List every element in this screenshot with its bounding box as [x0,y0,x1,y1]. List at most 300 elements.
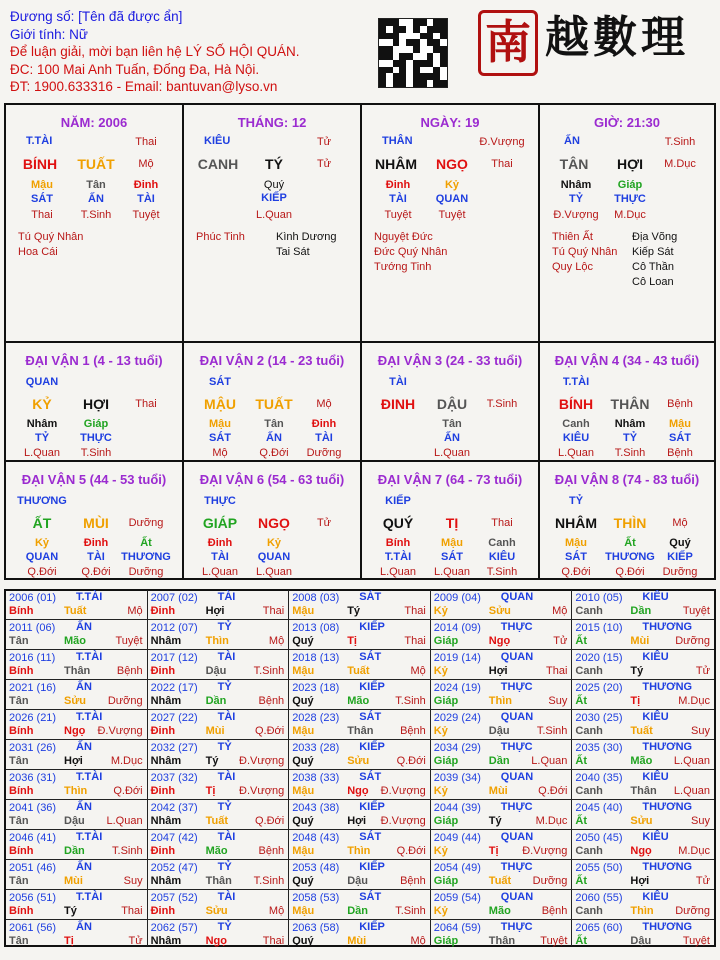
year-label: 2013 (08) [292,622,340,634]
year-label: 2008 (03) [292,592,340,604]
year-label: 2038 (33) [292,772,340,784]
hidden-stem: Canh [488,537,516,549]
year-branch: Ngọ [488,635,511,647]
year-cell [572,620,714,650]
year-stem: Ất [575,695,587,707]
year-god: T.TÀI [76,591,103,603]
hidden-phase: Bệnh [667,447,693,459]
year-stem: Canh [575,785,603,797]
year-cell [431,920,573,946]
dai-van-title: ĐẠI VẬN 2 (14 - 23 tuổi) [199,353,345,368]
year-cell [289,830,431,860]
qr-cell [440,73,447,80]
year-label: 2022 (17) [150,682,198,694]
hidden-stem: Nhâm [560,179,592,191]
pillar-2 [362,105,540,343]
year-cell [6,860,148,890]
year-cell [148,770,290,800]
year-label: 2063 (58) [292,922,340,934]
year-cell [572,920,714,946]
year-god: SÁT [359,891,382,903]
hidden-phase: Q.Đới [259,447,289,459]
qr-cell [420,39,427,46]
year-stem: Giáp [433,815,459,827]
dai-van-title: ĐẠI VẬN 1 (4 - 13 tuổi) [25,353,163,368]
pillar-title: NĂM: 2006 [60,115,128,130]
year-label: 2042 (37) [150,802,198,814]
qr-cell [440,19,447,26]
year-phase: Tử [695,875,710,887]
year-phase: M.Dục [678,695,710,707]
earthly-branch: THÂN [610,396,650,412]
earthly-branch: HỢI [83,396,109,412]
qr-cell [386,33,393,40]
hidden-god: QUAN [25,551,59,563]
qr-cell [386,26,393,33]
year-label: 2044 (39) [433,802,481,814]
hidden-god: T.TÀI [384,551,412,563]
year-god: TÀI [217,651,236,663]
year-label: 2045 (40) [575,802,623,814]
year-label: 2047 (42) [150,832,198,844]
year-god: TỶ [217,741,232,753]
year-god: ẤN [76,801,92,813]
year-god: T.TÀI [76,891,103,903]
year-stem: Canh [575,665,603,677]
qr-cell [420,60,427,67]
year-god: THỰC [500,861,533,873]
year-stem: Tân [9,935,29,947]
year-god: THỰC [500,621,533,633]
year-branch: Dậu [630,935,652,947]
year-branch: Dần [347,905,368,917]
year-phase: Tuyệt [540,935,568,947]
hidden-phase: Tuyệt [132,209,160,221]
year-god: THƯƠNG [642,921,693,933]
year-stem: Mậu [292,845,315,857]
year-god: THỰC [500,801,533,813]
year-god: ẤN [76,861,92,873]
year-label: 2015 (10) [575,622,623,634]
qr-cell [440,26,447,33]
year-label: 2009 (04) [433,592,481,604]
dai-van-6 [184,462,362,578]
qr-cell [379,73,386,80]
year-god: ẤN [76,741,92,753]
qr-cell [406,60,413,67]
year-branch: Sửu [488,605,511,617]
year-phase: T.Sinh [395,695,426,707]
year-god: KIÊU [642,711,669,723]
year-branch: Tý [488,815,502,827]
brand-logo: 越數理 [545,12,689,63]
year-label: 2050 (45) [575,832,623,844]
stem-god: TỶ [568,495,584,507]
hidden-god: QUAN [257,551,291,563]
year-branch: Tý [64,905,77,917]
branch-phase: T.Sinh [486,398,518,410]
year-phase: Thai [404,635,426,647]
dai-van-3 [362,343,540,462]
address-line: ĐC: 100 Mai Anh Tuấn, Đống Đa, Hà Nội. [10,61,260,77]
star-good: Thiên Ất [552,231,593,243]
year-branch: Ngọ [347,785,369,797]
year-phase: Q.Đới [396,845,426,857]
hidden-god: TÀI [315,432,333,444]
qr-cell [393,67,400,74]
hidden-phase: Q.Đới [81,566,111,578]
earthly-branch: TÝ [265,156,283,172]
hidden-god: THỰC [614,193,646,205]
year-stem: Giáp [433,695,459,707]
heavenly-stem: MẬU [204,396,236,412]
year-label: 2027 (22) [150,712,198,724]
dai-van-title: ĐẠI VẬN 6 (54 - 63 tuổi) [199,472,345,487]
heavenly-stem: NHÂM [555,515,597,531]
year-god: SÁT [359,651,382,663]
year-god: T.TÀI [76,651,103,663]
year-god: KIẾP [359,681,385,693]
qr-cell [413,26,420,33]
year-branch: Thân [347,725,374,737]
year-cell [572,650,714,680]
hidden-god: SÁT [31,193,53,205]
pillar-title: GIỜ: 21:30 [593,115,660,130]
earthly-branch: DẬU [436,396,468,412]
year-phase: Dưỡng [675,905,710,917]
stem-god: THÂN [382,135,413,147]
qr-cell [399,39,406,46]
year-label: 2021 (16) [9,682,57,694]
year-god: TÀI [217,891,236,903]
hidden-phase: L.Quan [23,447,61,459]
year-stem: Canh [575,725,603,737]
year-stem: Nhâm [150,815,182,827]
year-god: TỶ [217,621,232,633]
year-branch: Thìn [630,905,654,917]
year-stem: Canh [575,905,603,917]
qr-cell [379,39,386,46]
year-god: TỶ [217,681,232,693]
qr-cell [413,53,420,60]
year-label: 2007 (02) [150,592,198,604]
star-other: Tai Sát [276,246,310,258]
earthly-branch: NGỌ [436,156,468,172]
star-good: Nguyệt Đức [374,231,433,243]
dai-van-7 [362,462,540,578]
hidden-phase: T.Sinh [80,447,112,459]
heavenly-stem: BÍNH [22,156,58,172]
year-branch: Sửu [630,815,653,827]
year-branch: Dậu [347,875,368,887]
year-stem: Quý [292,755,314,767]
year-branch: Dậu [488,725,510,737]
year-god: KIÊU [642,771,669,783]
qr-cell [427,33,434,40]
hidden-stem: Canh [562,418,590,430]
year-god: TÀI [217,771,236,783]
year-cell [431,590,573,620]
year-branch: Tuất [205,815,228,827]
year-phase: M.Dục [678,845,710,857]
hidden-stem: Mậu [31,179,53,191]
year-god: KIẾP [359,921,385,933]
year-phase: Bệnh [541,905,568,917]
qr-cell [413,67,420,74]
year-branch: Mùi [630,635,650,647]
year-god: ẤN [76,621,92,633]
year-stem: Bính [9,605,34,617]
star-good: Tú Quý Nhân [552,246,618,258]
year-stem: Tân [9,755,29,767]
year-phase: Thai [404,605,426,617]
stem-phase: Thai [135,136,157,148]
year-phase: Đ.Vượng [380,785,426,797]
qr-cell [393,19,400,26]
qr-cell [399,33,406,40]
year-label: 2026 (21) [9,712,57,724]
year-label: 2062 (57) [150,922,198,934]
year-stem: Quý [292,935,314,947]
heavenly-stem: ĐINH [380,396,416,412]
hidden-stem: Mậu [565,537,587,549]
year-label: 2014 (09) [433,622,481,634]
year-phase: Đ.Vượng [522,845,568,857]
year-god: THƯƠNG [642,681,693,693]
hidden-phase: Dưỡng [662,566,698,578]
hidden-stem: Mậu [441,537,463,549]
year-phase: Tử [695,665,710,677]
year-stem: Canh [575,605,603,617]
year-cell [572,890,714,920]
earthly-branch: TỊ [445,515,459,531]
year-branch: Thân [205,875,232,887]
year-god: TỶ [217,801,232,813]
earthly-branch: NGỌ [258,515,290,531]
year-label: 2016 (11) [9,652,56,664]
qr-code-icon[interactable] [378,18,448,88]
year-stem: Kỷ [433,725,448,737]
year-stem: Bính [9,665,34,677]
heavenly-stem: NHÂM [375,156,417,172]
qr-cell [413,39,420,46]
year-phase: Dưỡng [107,695,143,707]
year-cell [148,680,290,710]
year-stem: Đinh [150,665,176,677]
year-god: KIÊU [642,831,669,843]
year-god: TÀI [217,591,236,603]
year-cell [572,710,714,740]
year-branch: Mão [347,695,370,707]
hidden-phase: Thai [31,209,53,221]
dai-van-title: ĐẠI VẬN 8 (74 - 83 tuổi) [554,472,700,487]
hidden-stem: Quý [263,179,285,191]
year-branch: Tị [347,635,357,647]
branch-phase: Thai [135,398,157,410]
dai-van-8 [540,462,714,578]
year-god: ẤN [76,921,92,933]
year-branch: Thìn [488,695,513,707]
year-branch: Sửu [64,695,87,707]
year-phase: T.Sinh [253,665,285,677]
branch-phase: Bệnh [667,398,693,410]
year-god: T.TÀI [76,831,103,843]
qr-cell [420,19,427,26]
phone-email-line[interactable]: ĐT: 1900.633316 - Email: bantuvan@lyso.vn [10,79,278,94]
qr-cell [427,53,434,60]
hidden-stem: Nhâm [614,418,646,430]
dai-van-4 [540,343,714,462]
hidden-god: KIÊU [562,432,590,444]
year-label: 2019 (14) [433,652,481,664]
contact-line: Để luận giải, mời bạn liên hệ LÝ SỐ HỘI QUÁN. [10,44,300,59]
qr-cell [393,73,400,80]
year-stem: Mậu [292,665,315,677]
year-god: QUAN [500,711,534,723]
qr-cell [393,39,400,46]
year-branch: Dậu [64,815,85,827]
hidden-stem: Tân [442,418,462,430]
hidden-stem: Kỷ [266,537,282,549]
year-cell [431,650,573,680]
year-label: 2037 (32) [150,772,198,784]
year-phase: Đ.Vượng [97,725,143,737]
hidden-phase: M.Dục [614,209,646,221]
year-label: 2036 (31) [9,772,57,784]
stem-god: THỰC [204,495,236,507]
year-branch: Thân [630,785,657,797]
hidden-god: THƯƠNG [121,551,171,563]
year-branch: Thân [488,935,516,947]
stem-god: T.TÀI [26,135,53,147]
year-cell [6,920,148,946]
qr-cell [386,39,393,46]
dai-van-2 [184,343,362,462]
year-label: 2029 (24) [433,712,481,724]
qr-cell [406,46,413,53]
qr-cell [433,73,440,80]
qr-cell [406,33,413,40]
qr-cell [440,67,447,74]
year-god: T.TÀI [76,771,103,783]
year-label: 2030 (25) [575,712,623,724]
year-cell [289,770,431,800]
year-cell [289,710,431,740]
qr-cell [427,46,434,53]
qr-cell [379,26,386,33]
hidden-stem: Đinh [207,537,233,549]
year-label: 2010 (05) [575,592,623,604]
pillar-1 [184,105,362,343]
year-stem: Canh [575,845,603,857]
year-stem: Giáp [433,755,459,767]
year-stem: Ất [575,935,587,947]
year-branch: Sửu [205,905,228,917]
year-cell [148,590,290,620]
qr-cell [420,33,427,40]
star-good: Đức Quý Nhân [374,246,448,258]
year-branch: Tị [630,695,641,707]
hidden-god: QUAN [435,193,469,205]
year-phase: Tử [128,935,143,947]
hidden-stem: Mậu [669,418,691,430]
year-stem: Mậu [292,785,315,797]
year-phase: Q.Đới [396,755,426,767]
year-label: 2049 (44) [433,832,481,844]
year-branch: Tý [347,605,361,617]
year-phase: Bệnh [258,845,285,857]
qr-cell [433,46,440,53]
hidden-phase: Mộ [212,447,228,459]
year-cell [431,800,573,830]
qr-cell [406,53,413,60]
year-label: 2018 (13) [292,652,340,664]
year-label: 2039 (34) [433,772,481,784]
qr-cell [393,46,400,53]
year-cell [6,740,148,770]
year-god: KIÊU [642,651,669,663]
year-phase: Tuyệt [115,635,143,647]
qr-cell [393,60,400,67]
hidden-stem: Tân [264,418,284,430]
year-label: 2053 (48) [292,862,340,874]
year-label: 2052 (47) [150,862,198,874]
hidden-stem: Ất [140,537,152,549]
year-phase: Mộ [552,605,568,617]
year-stem: Tân [9,815,29,827]
qr-cell [386,46,393,53]
year-cell [289,590,431,620]
year-cell [148,710,290,740]
year-phase: Suy [691,725,710,737]
qr-cell [386,67,393,74]
hidden-god: KIÊU [488,551,516,563]
year-god: TÀI [217,711,236,723]
qr-cell [393,33,400,40]
year-branch: Tuất [488,875,512,887]
year-cell [572,860,714,890]
year-god: KIẾP [359,741,385,753]
qr-cell [413,73,420,80]
year-branch: Hợi [630,875,650,887]
hidden-phase: Q.Đới [27,566,57,578]
year-stem: Mậu [292,905,315,917]
year-label: 2024 (19) [433,682,481,694]
year-cell [148,860,290,890]
year-phase: Tuyệt [682,935,710,947]
star-other: Kình Dương [276,231,337,243]
earthly-branch: MÙI [83,515,109,531]
earthly-branch: TUẤT [255,396,293,412]
year-god: SÁT [359,711,382,723]
qr-cell [413,80,420,87]
qr-cell [440,53,447,60]
year-branch: Dần [205,695,227,707]
year-stem: Bính [9,905,34,917]
qr-cell [433,60,440,67]
branch-phase: Thai [491,517,513,529]
year-phase: Tử [553,635,568,647]
header-info [10,8,370,96]
year-god: THƯƠNG [642,801,693,813]
year-stem: Ất [575,755,587,767]
qr-cell [433,39,440,46]
year-branch: Tý [205,755,219,767]
year-branch: Tý [630,665,644,677]
year-god: KIÊU [642,591,669,603]
qr-cell [399,67,406,74]
year-branch: Mùi [347,935,367,947]
